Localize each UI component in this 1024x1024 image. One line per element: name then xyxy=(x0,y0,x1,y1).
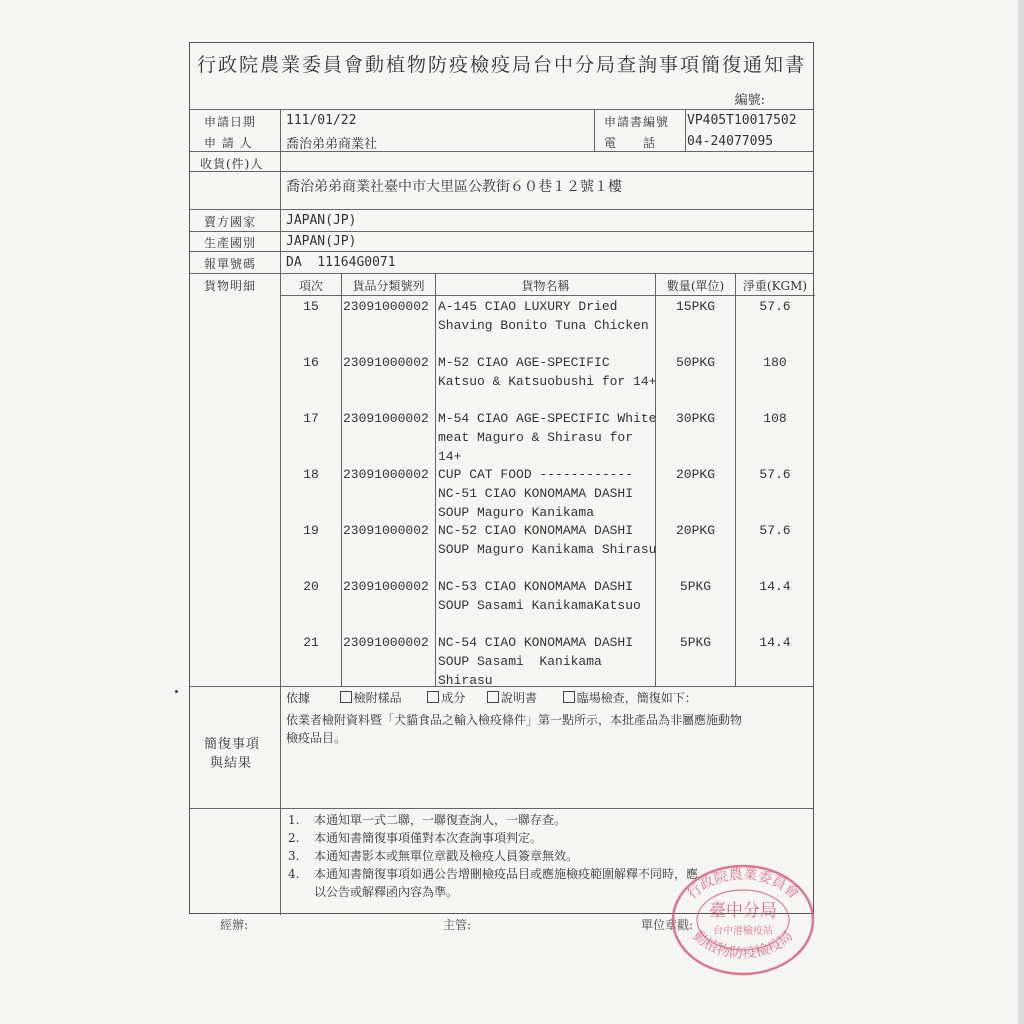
row-hs-code: 23091000002 xyxy=(343,635,429,650)
application-no-value: VP405T10017502 xyxy=(687,113,797,128)
stamp-top-text: 行政院農業委員會 xyxy=(684,866,802,903)
row-net-weight: 108 xyxy=(763,411,787,426)
row-quantity: 50PKG xyxy=(675,355,715,370)
result-line-1: 依業者檢附資料暨「犬貓食品之輸入檢疫條件」第一點所示，本批產品為非屬應施動物 xyxy=(286,713,743,727)
row-quantity: 20PKG xyxy=(675,523,715,538)
option-manual: 說明書 xyxy=(501,691,538,705)
supervisor-label: 主管: xyxy=(443,918,472,932)
row-net-weight: 57.6 xyxy=(759,299,791,314)
doc-number-label: 編號: xyxy=(734,93,765,108)
stamp-center-text: 臺中分局 xyxy=(709,901,777,921)
scan-edge xyxy=(1018,0,1024,1024)
origin-country-value: JAPAN(JP) xyxy=(286,234,357,249)
row-goods-name: M-54 CIAO AGE-SPECIFIC White meat Maguro & Shirasu for 14+ xyxy=(438,411,657,464)
phone-value: 04-24077095 xyxy=(687,134,774,149)
stamp-bottom-text: 動植物防疫檢疫局 xyxy=(689,928,797,962)
origin-country-label: 生產國別 xyxy=(204,236,257,250)
apply-date-value: 111/01/22 xyxy=(286,113,357,128)
row-item-no: 21 xyxy=(303,635,319,650)
row-hs-code: 23091000002 xyxy=(343,355,429,370)
applicant-label: 申 請 人 xyxy=(204,136,253,150)
row-quantity: 15PKG xyxy=(675,299,715,314)
col-weight-header: 淨重(KGM) xyxy=(742,279,808,293)
row-quantity: 5PKG xyxy=(679,635,712,650)
row-quantity: 20PKG xyxy=(675,467,715,482)
result-line-2: 檢疫品目。 xyxy=(286,731,347,745)
col-qty-header: 數量(單位) xyxy=(666,279,725,293)
note-text: 本通知單一式二聯，一聯復查詢人，一聯存查。 xyxy=(314,813,567,827)
row-hs-code: 23091000002 xyxy=(343,523,429,538)
seller-country-value: JAPAN(JP) xyxy=(286,213,357,228)
row-item-no: 16 xyxy=(303,355,319,370)
note-text: 本通知書影本或無單位章戳及檢疫人員簽章無效。 xyxy=(314,849,579,863)
notice-form xyxy=(189,42,814,914)
row-net-weight: 14.4 xyxy=(759,579,791,594)
row-goods-name: A-145 CIAO LUXURY Dried Shaving Bonito Tuna Chicken xyxy=(438,299,649,333)
note-number: 3. xyxy=(288,849,300,863)
option-sample: 檢附樣品 xyxy=(353,691,402,705)
goods-section-label: 貨物明細 xyxy=(204,279,257,293)
row-item-no: 18 xyxy=(303,467,319,482)
consignee-label: 收貨(件)人 xyxy=(200,157,264,171)
row-quantity: 5PKG xyxy=(679,579,712,594)
sample-checkbox[interactable] xyxy=(340,691,352,703)
manual-checkbox[interactable] xyxy=(487,691,499,703)
reply-label-2: 與結果 xyxy=(210,756,253,771)
row-goods-name: NC-53 CIAO KONOMAMA DASHI SOUP Sasami KanikamaKatsuo xyxy=(438,579,641,613)
applicant-value: 喬治弟弟商業社 xyxy=(286,137,378,152)
declaration-no-label: 報單號碼 xyxy=(204,257,257,271)
seller-country-label: 賣方國家 xyxy=(204,215,257,229)
note-number: 2. xyxy=(288,831,300,845)
official-seal-stamp xyxy=(668,858,818,976)
reply-label-1: 簡復事項 xyxy=(204,737,261,752)
row-hs-code: 23091000002 xyxy=(343,579,429,594)
row-net-weight: 14.4 xyxy=(759,635,791,650)
note-number: 4. xyxy=(288,867,300,881)
punch-mark xyxy=(175,690,178,693)
note-text: 本通知書簡復事項如遇公告增刪檢疫品目或應施檢疫範圍解釋不同時，應 xyxy=(314,867,699,881)
row-net-weight: 57.6 xyxy=(759,523,791,538)
unit-stamp-label: 單位章戳: xyxy=(641,918,694,932)
application-no-label: 申請書編號 xyxy=(604,115,670,129)
basis-label: 依據 xyxy=(286,691,311,705)
row-goods-name: CUP CAT FOOD ------------ NC-51 CIAO KONOMAMA DASHI SOUP Maguro Kanikama xyxy=(438,467,634,520)
consignee-value: 喬治弟弟商業社臺中市大里區公教街６０巷１２號１樓 xyxy=(286,179,622,195)
row-item-no: 20 xyxy=(303,579,319,594)
col-name-header: 貨物名稱 xyxy=(521,279,570,293)
row-item-no: 17 xyxy=(303,411,319,426)
row-goods-name: M-52 CIAO AGE-SPECIFIC Katsuo & Katsuobushi for 14+ xyxy=(438,355,657,389)
inspection-checkbox[interactable] xyxy=(563,691,575,703)
phone-label: 電 話 xyxy=(604,136,657,150)
row-hs-code: 23091000002 xyxy=(343,467,429,482)
row-item-no: 19 xyxy=(303,523,319,538)
svg-text:行政院農業委員會 xyxy=(684,866,801,903)
row-net-weight: 180 xyxy=(763,355,787,370)
note-number: 1. xyxy=(288,813,300,827)
row-goods-name: NC-54 CIAO KONOMAMA DASHI SOUP Sasami Kanikama Shirasu xyxy=(438,635,634,688)
note-text: 本通知書簡復事項僅對本次查詢事項判定。 xyxy=(314,831,543,845)
option-ingredient: 成分 xyxy=(441,691,466,705)
option-inspection: 臨場檢查，簡復如下： xyxy=(576,691,697,705)
row-goods-name: NC-52 CIAO KONOMAMA DASHI SOUP Maguro Kanikama Shirasu xyxy=(438,523,657,557)
row-quantity: 30PKG xyxy=(675,411,715,426)
document-title: 行政院農業委員會動植物防疫檢疫局台中分局查詢事項簡復通知書 xyxy=(196,54,806,76)
ingredient-checkbox[interactable] xyxy=(427,691,439,703)
row-item-no: 15 xyxy=(303,299,319,314)
note-text: 以公告或解釋函內容為準。 xyxy=(314,885,459,899)
stamp-sub-text: 台中港檢疫站 xyxy=(713,926,773,937)
col-item-header: 項次 xyxy=(298,279,323,293)
apply-date-label: 申請日期 xyxy=(204,115,257,129)
row-net-weight: 57.6 xyxy=(759,467,791,482)
basis-line xyxy=(286,689,697,708)
row-hs-code: 23091000002 xyxy=(343,299,429,314)
declaration-no-value: DA 11164G0071 xyxy=(286,255,396,270)
handler-label: 經辦: xyxy=(220,918,249,932)
row-hs-code: 23091000002 xyxy=(343,411,429,426)
col-code-header: 貨品分類號列 xyxy=(352,279,425,293)
